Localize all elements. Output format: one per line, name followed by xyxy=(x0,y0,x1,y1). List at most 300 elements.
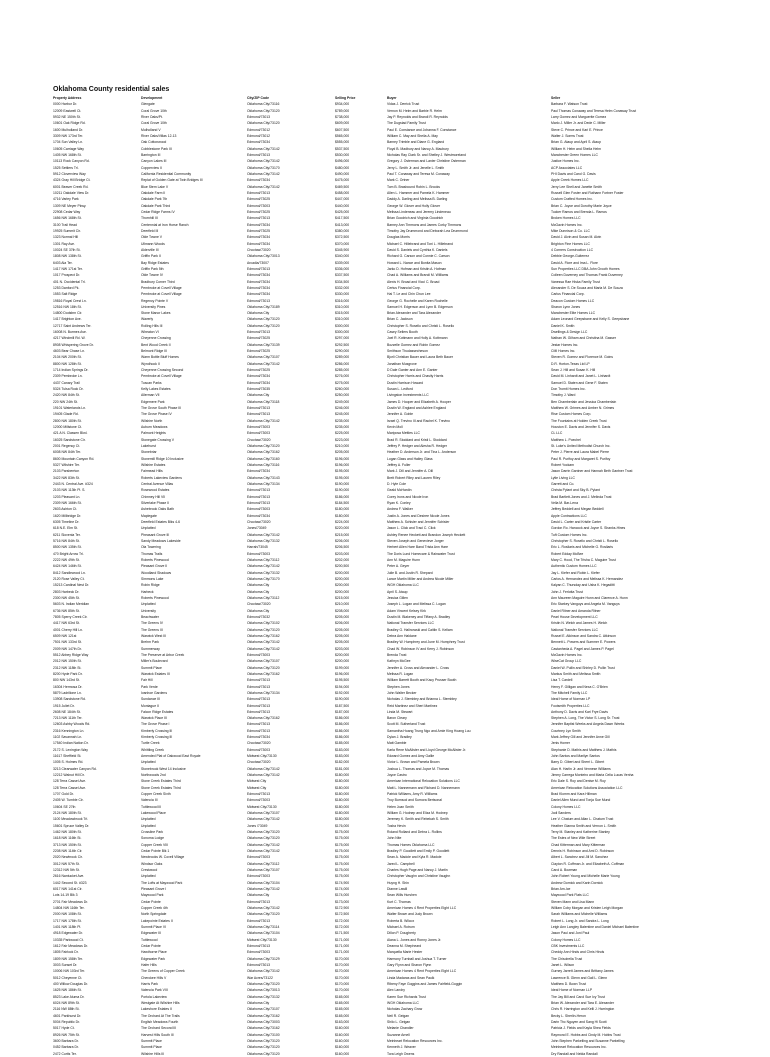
selling-price-cell: $172,500 xyxy=(335,912,350,917)
seller-cell: Maywood Park Flats LLC xyxy=(551,893,589,898)
seller-cell: Footsmith Properties LLC xyxy=(551,703,590,708)
buyer-cell: Herbert Allen Hare Band Trista Ann Hare xyxy=(387,545,449,550)
buyer-cell: Jeremey K. Smith and Rebekah S. Smith xyxy=(387,817,449,822)
buyer-cell: The Doris Lund Homecare & Rainwater Trust xyxy=(387,551,455,556)
property-address-cell: 8926 NW 75th St. xyxy=(53,1032,80,1037)
buyer-cell: George W. Glover and Holly Glover xyxy=(387,203,441,208)
property-address-cell: 7501 NW 133rd St. xyxy=(53,640,82,645)
seller-cell: Barry D. Gibert and Sherri L. Gibert xyxy=(551,760,605,765)
city-zip-cell: Oklahoma City/73132 xyxy=(247,994,280,999)
buyer-cell: Ryan K. Conley xyxy=(387,501,411,505)
development-cell: Alderville III xyxy=(141,247,159,252)
city-zip-cell: Oklahoma City/73142 xyxy=(247,361,280,366)
buyer-cell: Dillon P. Dougherty xyxy=(387,931,416,936)
seller-cell: Broken Homes LLC xyxy=(551,216,581,221)
development-cell: University Pines xyxy=(141,304,166,309)
selling-price-cell: $290,000 xyxy=(335,349,350,354)
property-address-cell: 2608 NE 184th St. xyxy=(53,709,81,714)
property-address-cell: 5012 Cheyenne Ct. xyxy=(53,975,83,980)
development-cell: Lakewood Place xyxy=(141,811,166,816)
selling-price-cell: $210,000 xyxy=(335,444,350,449)
seller-cell: Pearl House Development LLC xyxy=(551,614,598,619)
seller-cell: Peter J. Pierre and Laura Mabel Pierre xyxy=(551,450,610,455)
selling-price-cell: $170,000 xyxy=(335,975,350,980)
property-address-cell: 6017 NW 141st Cir. xyxy=(53,887,83,892)
city-zip-cell: Oklahoma City/73142 xyxy=(247,646,280,651)
selling-price-cell: $187,000 xyxy=(335,709,350,714)
property-address-cell: 12009 Eastwell Ct. xyxy=(53,108,82,113)
column-header-city-zip: City/ZIP Code xyxy=(247,96,269,100)
city-zip-cell: Oklahoma City/73142 xyxy=(247,532,280,537)
buyer-cell: Dustin W. England and Ashlee England xyxy=(387,406,446,411)
selling-price-cell: $215,000 xyxy=(335,532,350,537)
property-address-cell: 2316 Kennington Ln. xyxy=(53,728,85,733)
buyer-cell: Dustin M. Blakeney and Tiffany A. Bradley xyxy=(387,614,451,619)
development-cell: Lakeshore Estates II xyxy=(141,1007,172,1012)
property-address-cell: 128 Terra Cassel Ave. xyxy=(53,779,87,784)
property-address-cell: 8523 Lake Aluma Dr. xyxy=(53,994,85,999)
development-cell: Stone Creek Estates Third xyxy=(141,785,181,790)
buyer-cell: Samuel H. Edgerson and Lynn B. Edgerson xyxy=(387,304,453,309)
selling-price-cell: $200,000 xyxy=(335,589,350,594)
buyer-cell: Lance Martin Miller and Andrea Nicole Miller xyxy=(387,576,454,581)
city-zip-cell: Oklahoma City/73104 xyxy=(247,880,280,885)
seller-cell: Custom Crafted Homes Inc. xyxy=(551,197,593,202)
property-address-cell: 5603 N. Indian Meridian xyxy=(53,602,90,607)
selling-price-cell: $186,000 xyxy=(335,728,350,733)
city-zip-cell: Jones/73049 xyxy=(247,526,267,531)
development-cell: River Oaks/Pt. xyxy=(141,114,163,119)
seller-cell: John Stephen Parkelling and Susanne Parkelling xyxy=(551,1038,625,1043)
buyer-cell: Julie B. and Justin R. Shepard xyxy=(387,570,433,575)
property-address-cell: 421 A N. Classen Blvd. xyxy=(53,431,88,436)
seller-cell: Daniel W. Pullin and Shirley D. Pullin Trust xyxy=(551,665,615,670)
city-zip-cell: Oklahoma City xyxy=(247,893,270,898)
property-address-cell: 8600 Mountain Canyon Rd. xyxy=(53,456,95,461)
development-cell: The Greens of Copper Creek xyxy=(141,969,185,974)
selling-price-cell: $235,000 xyxy=(335,418,350,423)
city-zip-cell: Oklahoma City/73162 xyxy=(247,1026,280,1031)
seller-cell: Jodi Sanders xyxy=(551,811,571,816)
development-cell: Blue Stem Lake V xyxy=(141,184,169,189)
selling-price-cell: $202,000 xyxy=(335,557,350,562)
development-cell: Harbeck xyxy=(141,589,154,594)
seller-cell: Matthew L. Poechel xyxy=(551,437,581,442)
buyer-cell: George G. Rochelle and Karen Rochelle xyxy=(387,298,448,303)
seller-cell: Larry Gomez and Marguerite Gomez xyxy=(551,114,607,119)
selling-price-cell: $200,000 xyxy=(335,576,350,581)
column-header-selling-price: Selling Price xyxy=(335,96,356,100)
property-address-cell: 2172 S. Lexington Way xyxy=(53,747,88,752)
seller-cell: David A. Flore and Ima L. Flore xyxy=(551,260,598,265)
property-address-cell: 2603 Ashton Ct. xyxy=(53,507,78,512)
city-zip-cell: Edmond/73034 xyxy=(247,140,270,145)
buyer-cell: Heather D. Anderson Jr. and Tina L. Anderson xyxy=(387,450,457,455)
property-address-cell: 800 NW 143rd St. xyxy=(53,678,80,683)
seller-cell: Jason Darrin Gantner and Hannah Beth Gantner Trust xyxy=(551,469,633,474)
development-cell: Stone Manor Lakes xyxy=(141,311,171,316)
development-cell: Brehm Park xyxy=(141,640,159,645)
development-cell: Thornhill III xyxy=(141,216,158,221)
city-zip-cell: Oklahoma City/73120 xyxy=(247,444,280,449)
selling-price-cell: $160,000 xyxy=(335,1051,350,1056)
property-address-cell: 5017 Hyde Ct. xyxy=(53,1026,75,1031)
selling-price-cell: $336,000 xyxy=(335,266,350,271)
seller-cell: Brighton Fine Homes LLC xyxy=(551,241,591,246)
city-zip-cell: Oklahoma City/73142 xyxy=(247,969,280,974)
city-zip-cell: Oklahoma City/73143 xyxy=(247,475,280,480)
city-zip-cell: Oklahoma City/73013 xyxy=(247,254,280,259)
buyer-cell: Tosha Hevin xyxy=(387,823,406,828)
seller-cell: ACP Associates LLC xyxy=(551,165,583,170)
buyer-cell: Ashley Renee Heckett and Brandon Joseph Heckett xyxy=(387,532,466,537)
city-zip-cell: Oklahoma City/73142 xyxy=(247,640,280,645)
development-cell: Ullmann Woods xyxy=(141,241,165,246)
buyer-cell: Bradley P. Goodlett and Emily P. Goodlett xyxy=(387,849,450,854)
property-address-cell: 2309 Pembroke Ln. xyxy=(53,374,83,379)
city-zip-cell: Oklahoma City/73142 xyxy=(247,849,280,854)
city-zip-cell: Edmond/73013 xyxy=(247,962,270,967)
buyer-cell: Bozzelle Gomez and Robin Gomez xyxy=(387,342,440,347)
property-address-cell: 2420 NW 84th St. xyxy=(53,393,80,398)
development-cell: Thomas Trails xyxy=(141,551,163,556)
property-address-cell: 2800 NW 180th St. xyxy=(53,418,82,423)
seller-cell: Steven R. Gomez and Florence M. Goins xyxy=(551,355,613,360)
buyer-cell: Jarko D. Hofman and Kristin A. Hofman xyxy=(387,266,447,271)
buyer-cell: Geald McHardin xyxy=(387,488,412,493)
property-address-cell: 1612 Fair Meadows Dr. xyxy=(53,943,89,948)
property-address-cell: 1620 Millbridge Dr. xyxy=(53,513,82,518)
selling-price-cell: $205,000 xyxy=(335,640,350,645)
buyer-cell: Sean Wills Hurshen xyxy=(387,893,417,898)
buyer-cell: Floyd B. Madbury and Nancy A. Maubury xyxy=(387,146,449,151)
property-address-cell: 6211 Slovenia Ter. xyxy=(53,532,81,537)
seller-cell: Dwellings & Design LLC xyxy=(551,330,588,335)
buyer-cell: Israel Q. Trevino III and Rachel K. Trevino xyxy=(387,418,450,423)
development-cell: Beachwater xyxy=(141,614,159,619)
buyer-cell: WGH Oklahoma LLC xyxy=(387,583,419,588)
development-cell: Valencia III xyxy=(141,798,158,803)
city-zip-cell: Edmond/73013 xyxy=(247,501,270,505)
development-cell: Copperview II xyxy=(141,165,162,170)
selling-price-cell: $186,000 xyxy=(335,722,350,727)
development-cell: Warm Bottle Bluff Homes xyxy=(141,355,179,360)
buyer-cell: American International Relocation Solutions LLC xyxy=(387,779,460,784)
property-address-cell: 7805 Sperry Creek Cir. xyxy=(53,614,88,619)
development-cell: Stonebrook West 14 Inclusive xyxy=(141,766,186,771)
buyer-cell: Melissa R. Logan xyxy=(387,671,414,676)
city-zip-cell: Edmond/73013 xyxy=(247,216,270,221)
seller-cell: Raymond E. Hobbs and Cindy M. Hobbs Trust xyxy=(551,1032,621,1037)
development-cell: Wyndhook II xyxy=(141,361,160,366)
buyer-cell: Baron Cleary xyxy=(387,716,407,721)
seller-cell: Brian Am-Ice xyxy=(551,887,571,892)
city-zip-cell: Oklahoma City/73120 xyxy=(247,830,280,835)
selling-price-cell: $174,000 xyxy=(335,887,350,892)
development-cell: Harvest Hills South III xyxy=(141,1032,174,1037)
seller-cell: Colony Homes LLC xyxy=(551,937,581,942)
property-address-cell: 11617 Sheffield St. xyxy=(53,754,82,759)
development-cell: Summit Place xyxy=(141,1045,162,1050)
city-zip-cell: Oklahoma City/73142 xyxy=(247,766,280,771)
selling-price-cell: $175,000 xyxy=(335,855,350,860)
seller-cell: Vanessa Rae Hiska Family Trust xyxy=(551,279,600,284)
selling-price-cell: $208,000 xyxy=(335,608,350,613)
selling-price-cell: $225,000 xyxy=(335,431,350,436)
seller-cell: McGavin Homes Inc. xyxy=(551,652,583,657)
buyer-cell: Justin A. Jones and Desiree Nicole Jones xyxy=(387,513,450,518)
development-cell: Coral Grove 10th xyxy=(141,108,167,113)
city-zip-cell: Oklahoma City/73142 xyxy=(247,418,280,423)
development-cell: Kelly Lakes Estates xyxy=(141,387,171,392)
property-address-cell: 5879 Ladrillone Ln. xyxy=(53,690,82,695)
property-address-cell: 5932 NE 150th St. xyxy=(53,114,81,119)
seller-cell: Samuel D. Staten and Gene F. Staten xyxy=(551,380,608,385)
property-address-cell: 6305 Timeline Dr. xyxy=(53,519,80,524)
city-zip-cell: Edmond/73013 xyxy=(247,406,270,411)
property-address-cell: 2300 NW 45th St. xyxy=(53,595,80,600)
development-cell: Cheyenne Crossing Second xyxy=(141,368,184,373)
city-zip-cell: Oklahoma City/73120 xyxy=(247,317,280,322)
city-zip-cell: Oklahoma City/73120 xyxy=(247,836,280,841)
seller-cell: John Robert Young and Michelle Marie Young xyxy=(551,874,620,879)
seller-cell: Ideal Home of Norman LLP xyxy=(551,988,593,993)
development-cell: Warwick Estates III xyxy=(141,671,170,676)
buyer-cell: Vidas J. Derrick Trust xyxy=(387,102,420,107)
buyer-cell: Samantha Hoang Trung Ngo and Amie King Hoang Luu xyxy=(387,728,471,733)
buyer-cell: D. Hyle Cole xyxy=(387,482,407,487)
city-zip-cell: Oklahoma City xyxy=(247,589,270,594)
city-zip-cell: Oklahoma City/73120 xyxy=(247,627,280,632)
buyer-cell: Kurt C. Thomas xyxy=(387,899,411,904)
selling-price-cell: $183,000 xyxy=(335,747,350,752)
seller-cell: Brad Bartlett-Jones and J. Melinda Trust xyxy=(551,494,612,499)
development-cell: Allerman VII xyxy=(141,393,160,398)
city-zip-cell: Oklahoma City/73142 xyxy=(247,564,280,569)
development-cell: English Meadows Fourth xyxy=(141,1019,179,1024)
property-address-cell: 1462 NW 180th St. xyxy=(53,830,82,835)
seller-cell: Lawrence B. Glenn and Gail L. Glenn xyxy=(551,975,608,980)
development-cell: Mulholland V xyxy=(141,127,161,132)
selling-price-cell: $165,000 xyxy=(335,1007,350,1012)
development-cell: Stone Creek Estates Third xyxy=(141,779,181,784)
buyer-cell: Christopher Vaughn and Christine Vaughn xyxy=(387,874,451,879)
selling-price-cell: $205,000 xyxy=(335,633,350,638)
city-zip-cell: Midwest City xyxy=(247,785,267,790)
seller-cell: Paul R. Purifoy and Margaret S. Purifoy xyxy=(551,456,611,461)
seller-cell: Leigh Ann Langley Balentine and Daniel Michael Balentine xyxy=(551,924,639,929)
seller-cell: Gordon Ro. Hancock and Joyce S. Shanks-Hines xyxy=(551,526,626,531)
selling-price-cell: $205,000 xyxy=(335,614,350,619)
buyer-cell: Sean A. Madole and Kyla R. Madole xyxy=(387,855,442,860)
property-address-cell: 4601 Parkhurst Dr. xyxy=(53,1013,82,1018)
selling-price-cell: $205,000 xyxy=(335,627,350,632)
selling-price-cell: $215,000 xyxy=(335,595,350,600)
selling-price-cell: $174,000 xyxy=(335,893,350,898)
buyer-cell: Vernon M. Helm and Barbie R. Helm xyxy=(387,108,442,113)
selling-price-cell: $555,000 xyxy=(335,140,350,145)
development-cell: Auburn Meadows xyxy=(141,425,168,430)
property-address-cell: Lots 14-19 Blk 3 xyxy=(53,893,78,898)
buyer-cell: Karen Sue Richards Trust xyxy=(387,994,426,999)
city-zip-cell: Midwest City/73130 xyxy=(247,937,277,942)
development-cell: Fair Hill xyxy=(141,678,153,683)
property-address-cell: 2222 NW 49th St. xyxy=(53,557,80,562)
property-address-cell: 2012 NW 150th St. xyxy=(53,659,82,664)
development-cell: Chimney Hill VII xyxy=(141,494,166,499)
development-cell: Oakdale Park Third xyxy=(141,203,171,208)
city-zip-cell: Edmond/73003 xyxy=(247,747,270,752)
selling-price-cell: $172,000 xyxy=(335,918,350,923)
buyer-cell: Michael A. Rotrum xyxy=(387,924,415,929)
buyer-cell: Shilo L. Geigan xyxy=(387,1019,411,1024)
buyer-cell: Walter Brown and Judy Brown xyxy=(387,912,433,917)
development-cell: Edgewater Park xyxy=(141,956,166,961)
selling-price-cell: $565,000 xyxy=(335,133,350,138)
selling-price-cell: $190,000 xyxy=(335,697,350,702)
buyer-cell: Linda M. Stewart xyxy=(387,709,413,714)
development-cell: Edgemere Park xyxy=(141,399,165,404)
seller-cell: Steven Mann and Lisa Mann xyxy=(551,899,595,904)
selling-price-cell: $194,000 xyxy=(335,684,350,689)
buyer-cell: Roberta B. Wilcox xyxy=(387,918,415,923)
seller-cell: Chris R. Harrington and Kelli J. Harrington xyxy=(551,1007,615,1012)
selling-price-cell: $315,000 xyxy=(335,311,350,316)
city-zip-cell: Edmond/73025 xyxy=(247,197,270,202)
city-zip-cell: Oklahoma City/73142 xyxy=(247,773,280,778)
property-address-cell: 8200 Hyde Park Dr. xyxy=(53,671,83,676)
property-address-cell: 1203 Pleasant Ln. xyxy=(53,494,81,499)
selling-price-cell: $171,500 xyxy=(335,931,350,936)
selling-price-cell: $537,500 xyxy=(335,146,350,151)
buyer-cell: Nicholas J. Stembley and Brianna L. Stembley xyxy=(387,697,457,702)
property-address-cell: 0000 Harbor Dr. xyxy=(53,102,78,107)
selling-price-cell: $496,000 xyxy=(335,159,350,164)
selling-price-cell: $490,000 xyxy=(335,171,350,176)
buyer-cell: April S. Ataup xyxy=(387,589,408,594)
selling-price-cell: $186,000 xyxy=(335,716,350,721)
development-cell: Crestwood xyxy=(141,868,158,873)
development-cell: Silverlake Phase II xyxy=(141,501,170,505)
seller-cell: Dennis H. Robinson and Ami D. Robinson xyxy=(551,849,614,854)
city-zip-cell: Midwest City xyxy=(247,779,267,784)
property-address-cell: 5512 Abbey Ridge Way xyxy=(53,652,89,657)
buyer-cell: Jerry L. Smith Jr. and Jenelle L. Smith xyxy=(387,165,445,170)
selling-price-cell: $170,000 xyxy=(335,969,350,974)
city-zip-cell: Oklahoma City/73134 xyxy=(247,690,280,695)
selling-price-cell: $200,000 xyxy=(335,570,350,575)
selling-price-cell: $334,500 xyxy=(335,279,350,284)
property-address-cell: 2616 Nantucket Ave. xyxy=(53,874,85,879)
buyer-cell: Reid Martinez and Sheri Martinez xyxy=(387,703,438,708)
seller-cell: Janet L. Wilson xyxy=(551,962,575,967)
buyer-cell: William C. May and Sheila A. May xyxy=(387,133,438,138)
seller-cell: Eric L. Rosliaris and Michelle G. Rosliaris xyxy=(551,545,613,550)
city-zip-cell: Edmond/73034 xyxy=(247,292,270,297)
selling-price-cell: $182,000 xyxy=(335,760,350,765)
buyer-cell: Joshua L. Thomas and Joyce M. Thomas xyxy=(387,766,450,771)
city-zip-cell: Edmond/73034 xyxy=(247,273,270,278)
selling-price-cell: $199,000 xyxy=(335,665,350,670)
city-zip-cell: Edmond/73025 xyxy=(247,368,270,373)
selling-price-cell: $172,900 xyxy=(335,906,350,910)
city-zip-cell: Oklahoma City/73142 xyxy=(247,842,280,847)
city-zip-cell: Edmond/73013 xyxy=(247,684,270,689)
city-zip-cell: Edmond/73013 xyxy=(247,266,270,271)
selling-price-cell: $413,000 xyxy=(335,222,350,227)
selling-price-cell: $175,000 xyxy=(335,836,350,841)
seller-cell: Daniel Allen Mund and Tonja Sue Mund xyxy=(551,798,611,803)
column-header-development: Development xyxy=(141,96,163,100)
buyer-cell: Thomas Homes Oklahoma LLC xyxy=(387,842,435,847)
development-cell: Wilshire North xyxy=(141,418,163,423)
buyer-cell: Certus Financial Corp. xyxy=(387,285,421,290)
selling-price-cell: $203,000 xyxy=(335,646,350,651)
city-zip-cell: Oklahoma City/73003 xyxy=(247,1019,280,1024)
city-zip-cell: Oklahoma City xyxy=(247,608,270,613)
buyer-cell: Richard G. Carson and Connie C. Carson xyxy=(387,254,450,259)
buyer-cell: Andrea F. Walker xyxy=(387,507,413,512)
city-zip-cell: Edmond/73013 xyxy=(247,703,270,708)
selling-price-cell: $174,900 xyxy=(335,880,350,885)
development-cell: Palmont Heights xyxy=(141,431,166,436)
development-cell: Kimberly Crossing III xyxy=(141,728,173,733)
property-address-cell: 6001 Beaver Creek Rd. xyxy=(53,184,89,189)
city-zip-cell: Oklahoma City/73120 xyxy=(247,1038,280,1043)
table-body xyxy=(53,101,713,1057)
development-cell: Bay Ridge Estates xyxy=(141,260,169,265)
buyer-cell: Helen Joan Smith xyxy=(387,804,414,809)
selling-price-cell: $180,000 xyxy=(335,513,350,518)
property-address-cell: 1417 NW 171st Ter. xyxy=(53,266,83,271)
selling-price-cell: $530,000 xyxy=(335,152,350,157)
selling-price-cell: $206,000 xyxy=(335,538,350,543)
seller-cell: CL LLC xyxy=(551,431,563,436)
development-cell: Tuttlewood III xyxy=(141,804,162,809)
seller-cell: Castanheda A. Pagel and James P. Pagel xyxy=(551,646,614,651)
development-cell: Maplegate xyxy=(141,513,157,518)
selling-price-cell: $607,500 xyxy=(335,127,350,132)
property-address-cell: 6403 Ala Ter. xyxy=(53,260,73,265)
column-header-buyer: Buyer xyxy=(387,96,397,100)
selling-price-cell: $160,000 xyxy=(335,1032,350,1037)
development-cell: California Residential Community xyxy=(141,171,192,176)
city-zip-cell: Arcadia/73007 xyxy=(247,260,269,265)
property-address-cell: 0452 Barbara Dr. xyxy=(53,1045,79,1050)
buyer-cell: Joel R. Kottmann and Holly A. Kottmann xyxy=(387,336,448,341)
development-cell: Tuscan Parks xyxy=(141,380,162,385)
property-address-cell: 2208 NW 114th Cir. xyxy=(53,849,83,854)
seller-cell: Garrett and Co. xyxy=(551,482,575,487)
buyer-cell: Christopher S. Rosello and Christi L. Rosello xyxy=(387,323,455,328)
selling-price-cell: $196,000 xyxy=(335,456,350,461)
city-zip-cell: Edmond/73032 xyxy=(247,614,270,619)
development-cell: Tuttlewood xyxy=(141,937,158,942)
selling-price-cell: $292,500 xyxy=(335,342,350,347)
development-cell: Replat of Golden Gate at Twin Bridges III xyxy=(141,178,203,183)
buyer-cell: Victor L. Brown and Pamela Brown xyxy=(387,760,440,765)
selling-price-cell: $425,000 xyxy=(335,209,350,214)
development-cell: Canyon Lakes III xyxy=(141,159,167,164)
buyer-cell: Barney Trimble and Diane G. England xyxy=(387,140,445,145)
development-cell: Kimberly Crossing III xyxy=(141,735,173,740)
seller-cell: Matthew D. Bown Trust xyxy=(551,981,587,986)
seller-cell: Lytle Living LLC xyxy=(551,475,575,480)
city-zip-cell: Oklahoma City/73120 xyxy=(247,981,280,986)
selling-price-cell: $165,000 xyxy=(335,994,350,999)
city-zip-cell: Edmond/73013 xyxy=(247,899,270,904)
property-address-cell: 1442 Second St. #323 xyxy=(53,880,87,885)
